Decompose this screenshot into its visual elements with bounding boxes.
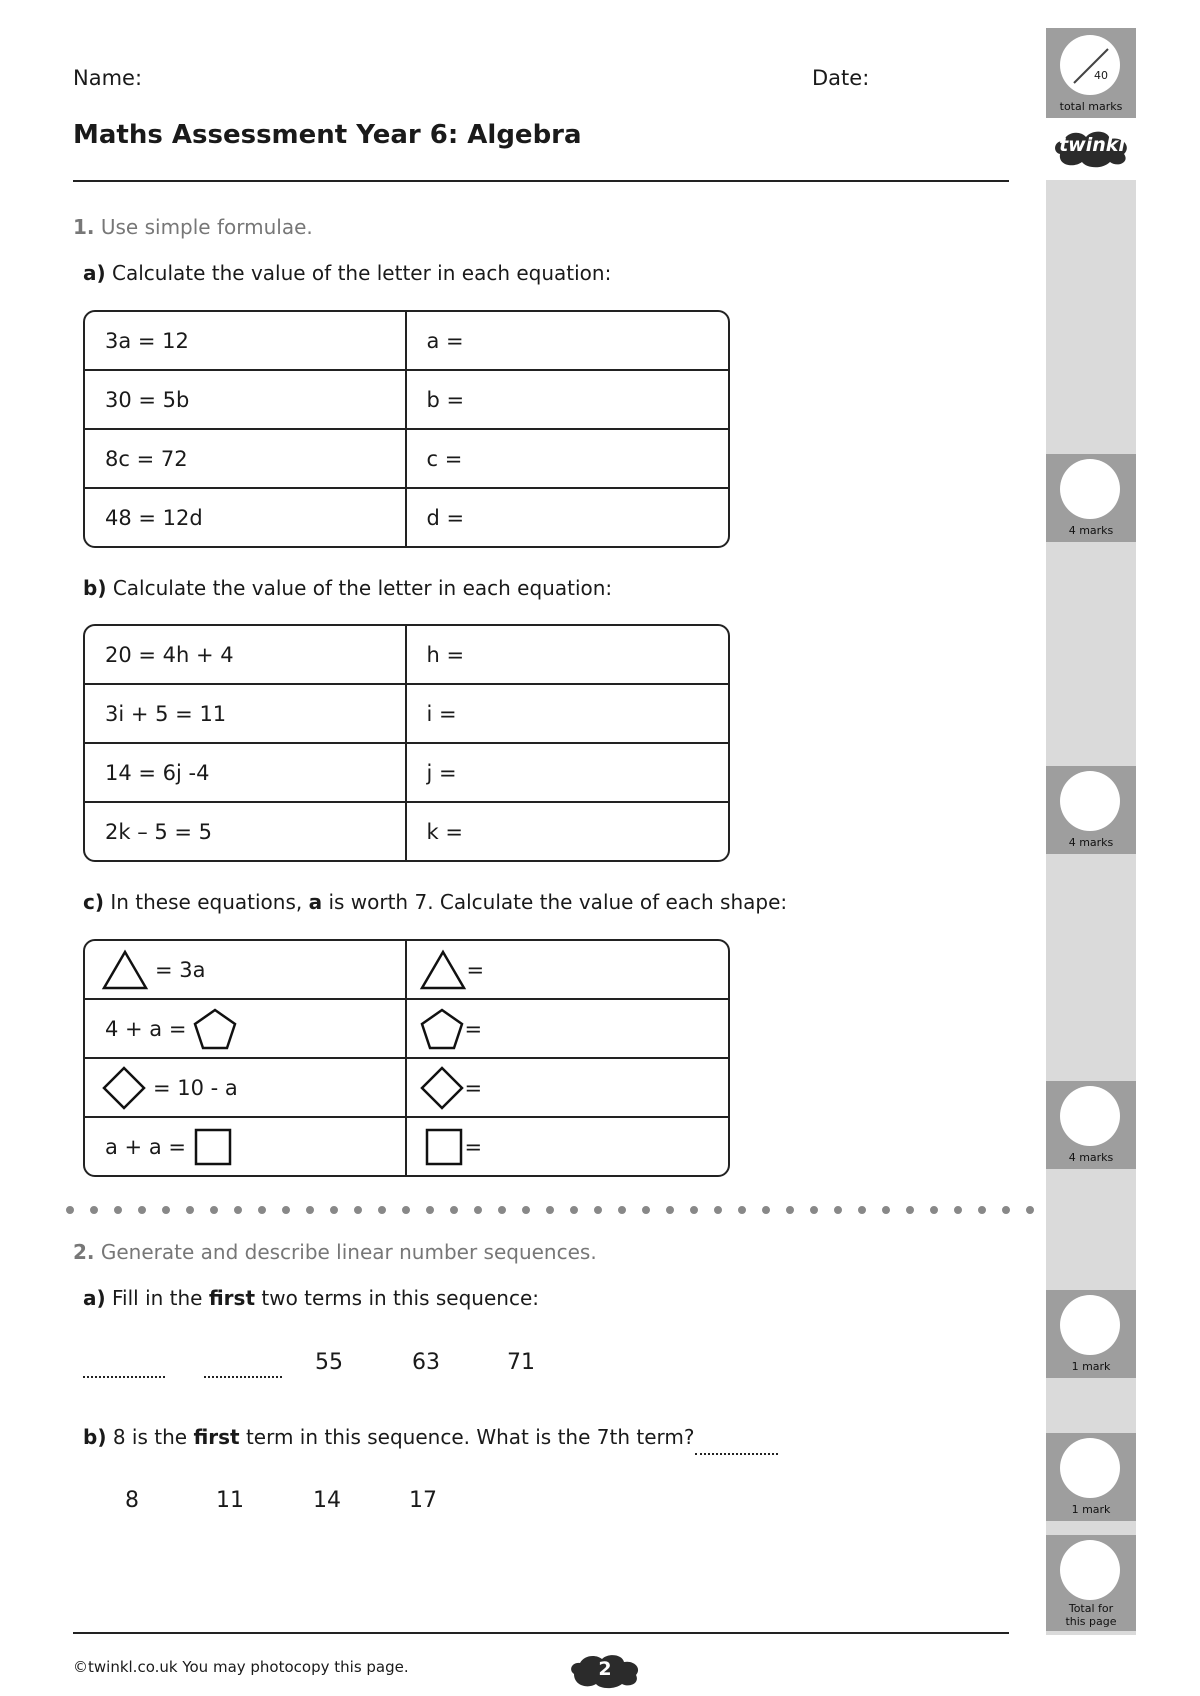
- answer-cell[interactable]: [407, 1000, 729, 1057]
- marks-circle: [1060, 1438, 1120, 1498]
- header-divider: [73, 180, 1009, 182]
- marks-box-1a: [1046, 454, 1136, 542]
- diamond-icon: [419, 1065, 465, 1111]
- instruction-text-pre: 8 is the: [112, 1425, 188, 1449]
- equation-cell: 3a = 12: [85, 312, 407, 369]
- equation-cell: [85, 1118, 407, 1175]
- pentagon-icon: [192, 1007, 238, 1051]
- shape-equation-table: [83, 939, 730, 1177]
- instruction-variable: a: [308, 890, 323, 914]
- marks-box-2b: [1046, 1433, 1136, 1521]
- equation-cell: 2k – 5 = 5: [85, 803, 407, 860]
- page-title: Maths Assessment Year 6: Algebra: [73, 120, 582, 150]
- answer-cell[interactable]: [407, 941, 729, 998]
- answer-cell[interactable]: b =: [426, 387, 465, 412]
- diamond-icon: [101, 1065, 147, 1111]
- equation-cell: 8c = 72: [85, 430, 407, 487]
- marks-circle: [1060, 771, 1120, 831]
- marks-label: 4 marks: [1068, 524, 1114, 537]
- part-letter: b): [83, 576, 107, 600]
- marks-box-2a: [1046, 1290, 1136, 1378]
- section-divider: [66, 1202, 1046, 1216]
- question-2b-instruction: [83, 1425, 694, 1449]
- table-row: [85, 312, 728, 369]
- instruction-text-post: term in this sequence. What is the 7th term?: [245, 1425, 695, 1449]
- marks-margin: [1046, 180, 1136, 1635]
- answer-cell[interactable]: d =: [426, 505, 465, 530]
- page-number: 2: [598, 1658, 612, 1680]
- question-2a-instruction: [83, 1286, 539, 1310]
- equation-cell: 30 = 5b: [85, 371, 407, 428]
- answer-text: =: [464, 1134, 483, 1159]
- sequence-term: 63: [412, 1350, 440, 1375]
- answer-blank[interactable]: [695, 1453, 778, 1455]
- answer-cell[interactable]: [407, 1118, 729, 1175]
- part-letter: a): [83, 1286, 106, 1310]
- marks-circle: [1060, 459, 1120, 519]
- answer-text: =: [464, 1016, 483, 1041]
- footer-divider: [73, 1632, 1009, 1634]
- instruction-text-pre: In these equations,: [110, 890, 303, 914]
- marks-label: 1 mark: [1071, 1360, 1111, 1373]
- square-icon: [194, 1128, 232, 1166]
- equation-cell: [85, 941, 407, 998]
- answer-cell[interactable]: h =: [426, 642, 465, 667]
- question-1a-instruction: [83, 261, 611, 285]
- instruction-text-post: is worth 7. Calculate the value of each shape:: [328, 890, 788, 914]
- equation-text: = 10 - a: [153, 1075, 238, 1100]
- page-total-box: [1046, 1535, 1136, 1631]
- square-icon: [425, 1128, 463, 1166]
- instruction-text-pre: Fill in the: [112, 1286, 203, 1310]
- instruction-text-post: two terms in this sequence:: [261, 1286, 540, 1310]
- sequence-term: 55: [315, 1350, 343, 1375]
- triangle-icon: [101, 949, 149, 991]
- answer-cell[interactable]: i =: [426, 701, 457, 726]
- marks-label: 1 mark: [1071, 1503, 1111, 1516]
- instruction-text: Calculate the value of the letter in each equation:: [112, 261, 612, 285]
- table-row: [85, 941, 728, 998]
- equation-cell: 14 = 6j -4: [85, 744, 407, 801]
- instruction-bold: first: [208, 1286, 256, 1310]
- table-row: [85, 801, 728, 860]
- question-number: 1.: [73, 215, 95, 239]
- table-row: [85, 369, 728, 428]
- answer-cell[interactable]: k =: [426, 819, 463, 844]
- answer-text: =: [466, 957, 485, 982]
- table-row: [85, 428, 728, 487]
- marks-circle: [1060, 1540, 1120, 1600]
- part-letter: a): [83, 261, 106, 285]
- equation-table-1b: [83, 624, 730, 862]
- brand-text: twinkl: [1059, 134, 1125, 156]
- part-letter: b): [83, 1425, 107, 1449]
- table-row: [85, 626, 728, 683]
- equation-text: 4 + a =: [105, 1016, 187, 1041]
- page-total-label-line2: this page: [1065, 1615, 1117, 1628]
- sequence-term: 71: [507, 1350, 535, 1375]
- marks-circle: [1060, 1295, 1120, 1355]
- copyright-text: ©twinkl.co.uk You may photocopy this page.: [73, 1658, 409, 1676]
- sequence-term: 8: [125, 1488, 139, 1513]
- equation-cell: [85, 1059, 407, 1116]
- answer-cell[interactable]: j =: [426, 760, 457, 785]
- total-marks-label: total marks: [1059, 100, 1123, 113]
- sequence-term: 11: [216, 1488, 244, 1513]
- sequence-term: 14: [313, 1488, 341, 1513]
- question-heading-text: Use simple formulae.: [100, 215, 313, 239]
- equation-text: = 3a: [155, 957, 206, 982]
- name-label: Name:: [73, 66, 143, 90]
- triangle-icon: [419, 949, 467, 991]
- question-1b-instruction: [83, 576, 612, 600]
- marks-label: 4 marks: [1068, 1151, 1114, 1164]
- marks-circle: [1060, 1086, 1120, 1146]
- total-marks-circle: [1060, 35, 1120, 95]
- equation-text: a + a =: [105, 1134, 186, 1159]
- equation-table-1a: [83, 310, 730, 548]
- total-marks-value: 40: [1094, 69, 1108, 82]
- question-number: 2.: [73, 1240, 95, 1264]
- question-1-heading: [73, 215, 313, 239]
- marks-box-1b: [1046, 766, 1136, 854]
- sequence-term: 17: [409, 1488, 437, 1513]
- table-row: [85, 998, 728, 1057]
- part-letter: c): [83, 890, 104, 914]
- pentagon-icon: [419, 1007, 465, 1051]
- equation-cell: 3i + 5 = 11: [85, 685, 407, 742]
- answer-blank[interactable]: [204, 1376, 282, 1378]
- answer-cell[interactable]: a =: [426, 328, 464, 353]
- answer-blank[interactable]: [83, 1376, 165, 1378]
- answer-cell[interactable]: [407, 1059, 729, 1116]
- twinkl-logo: [1050, 124, 1134, 172]
- page-number-badge: [566, 1650, 644, 1690]
- answer-text: =: [464, 1075, 483, 1100]
- marks-box-1c: [1046, 1081, 1136, 1169]
- marks-label: 4 marks: [1068, 836, 1114, 849]
- equation-cell: 48 = 12d: [85, 489, 407, 546]
- instruction-bold: first: [193, 1425, 240, 1449]
- page-total-label: [1046, 1602, 1136, 1628]
- equation-cell: 20 = 4h + 4: [85, 626, 407, 683]
- total-marks-box: [1046, 28, 1136, 118]
- page-total-label-line1: Total for: [1068, 1602, 1114, 1615]
- table-row: [85, 683, 728, 742]
- table-row: [85, 487, 728, 546]
- instruction-text: Calculate the value of the letter in each equation:: [112, 576, 613, 600]
- answer-cell[interactable]: c =: [426, 446, 463, 471]
- table-row: [85, 1116, 728, 1175]
- table-row: [85, 742, 728, 801]
- date-label: Date:: [812, 66, 870, 90]
- question-2-heading: [73, 1240, 597, 1264]
- question-1c-instruction: [83, 890, 787, 914]
- equation-cell: [85, 1000, 407, 1057]
- question-heading-text: Generate and describe linear number sequences.: [100, 1240, 597, 1264]
- table-row: [85, 1057, 728, 1116]
